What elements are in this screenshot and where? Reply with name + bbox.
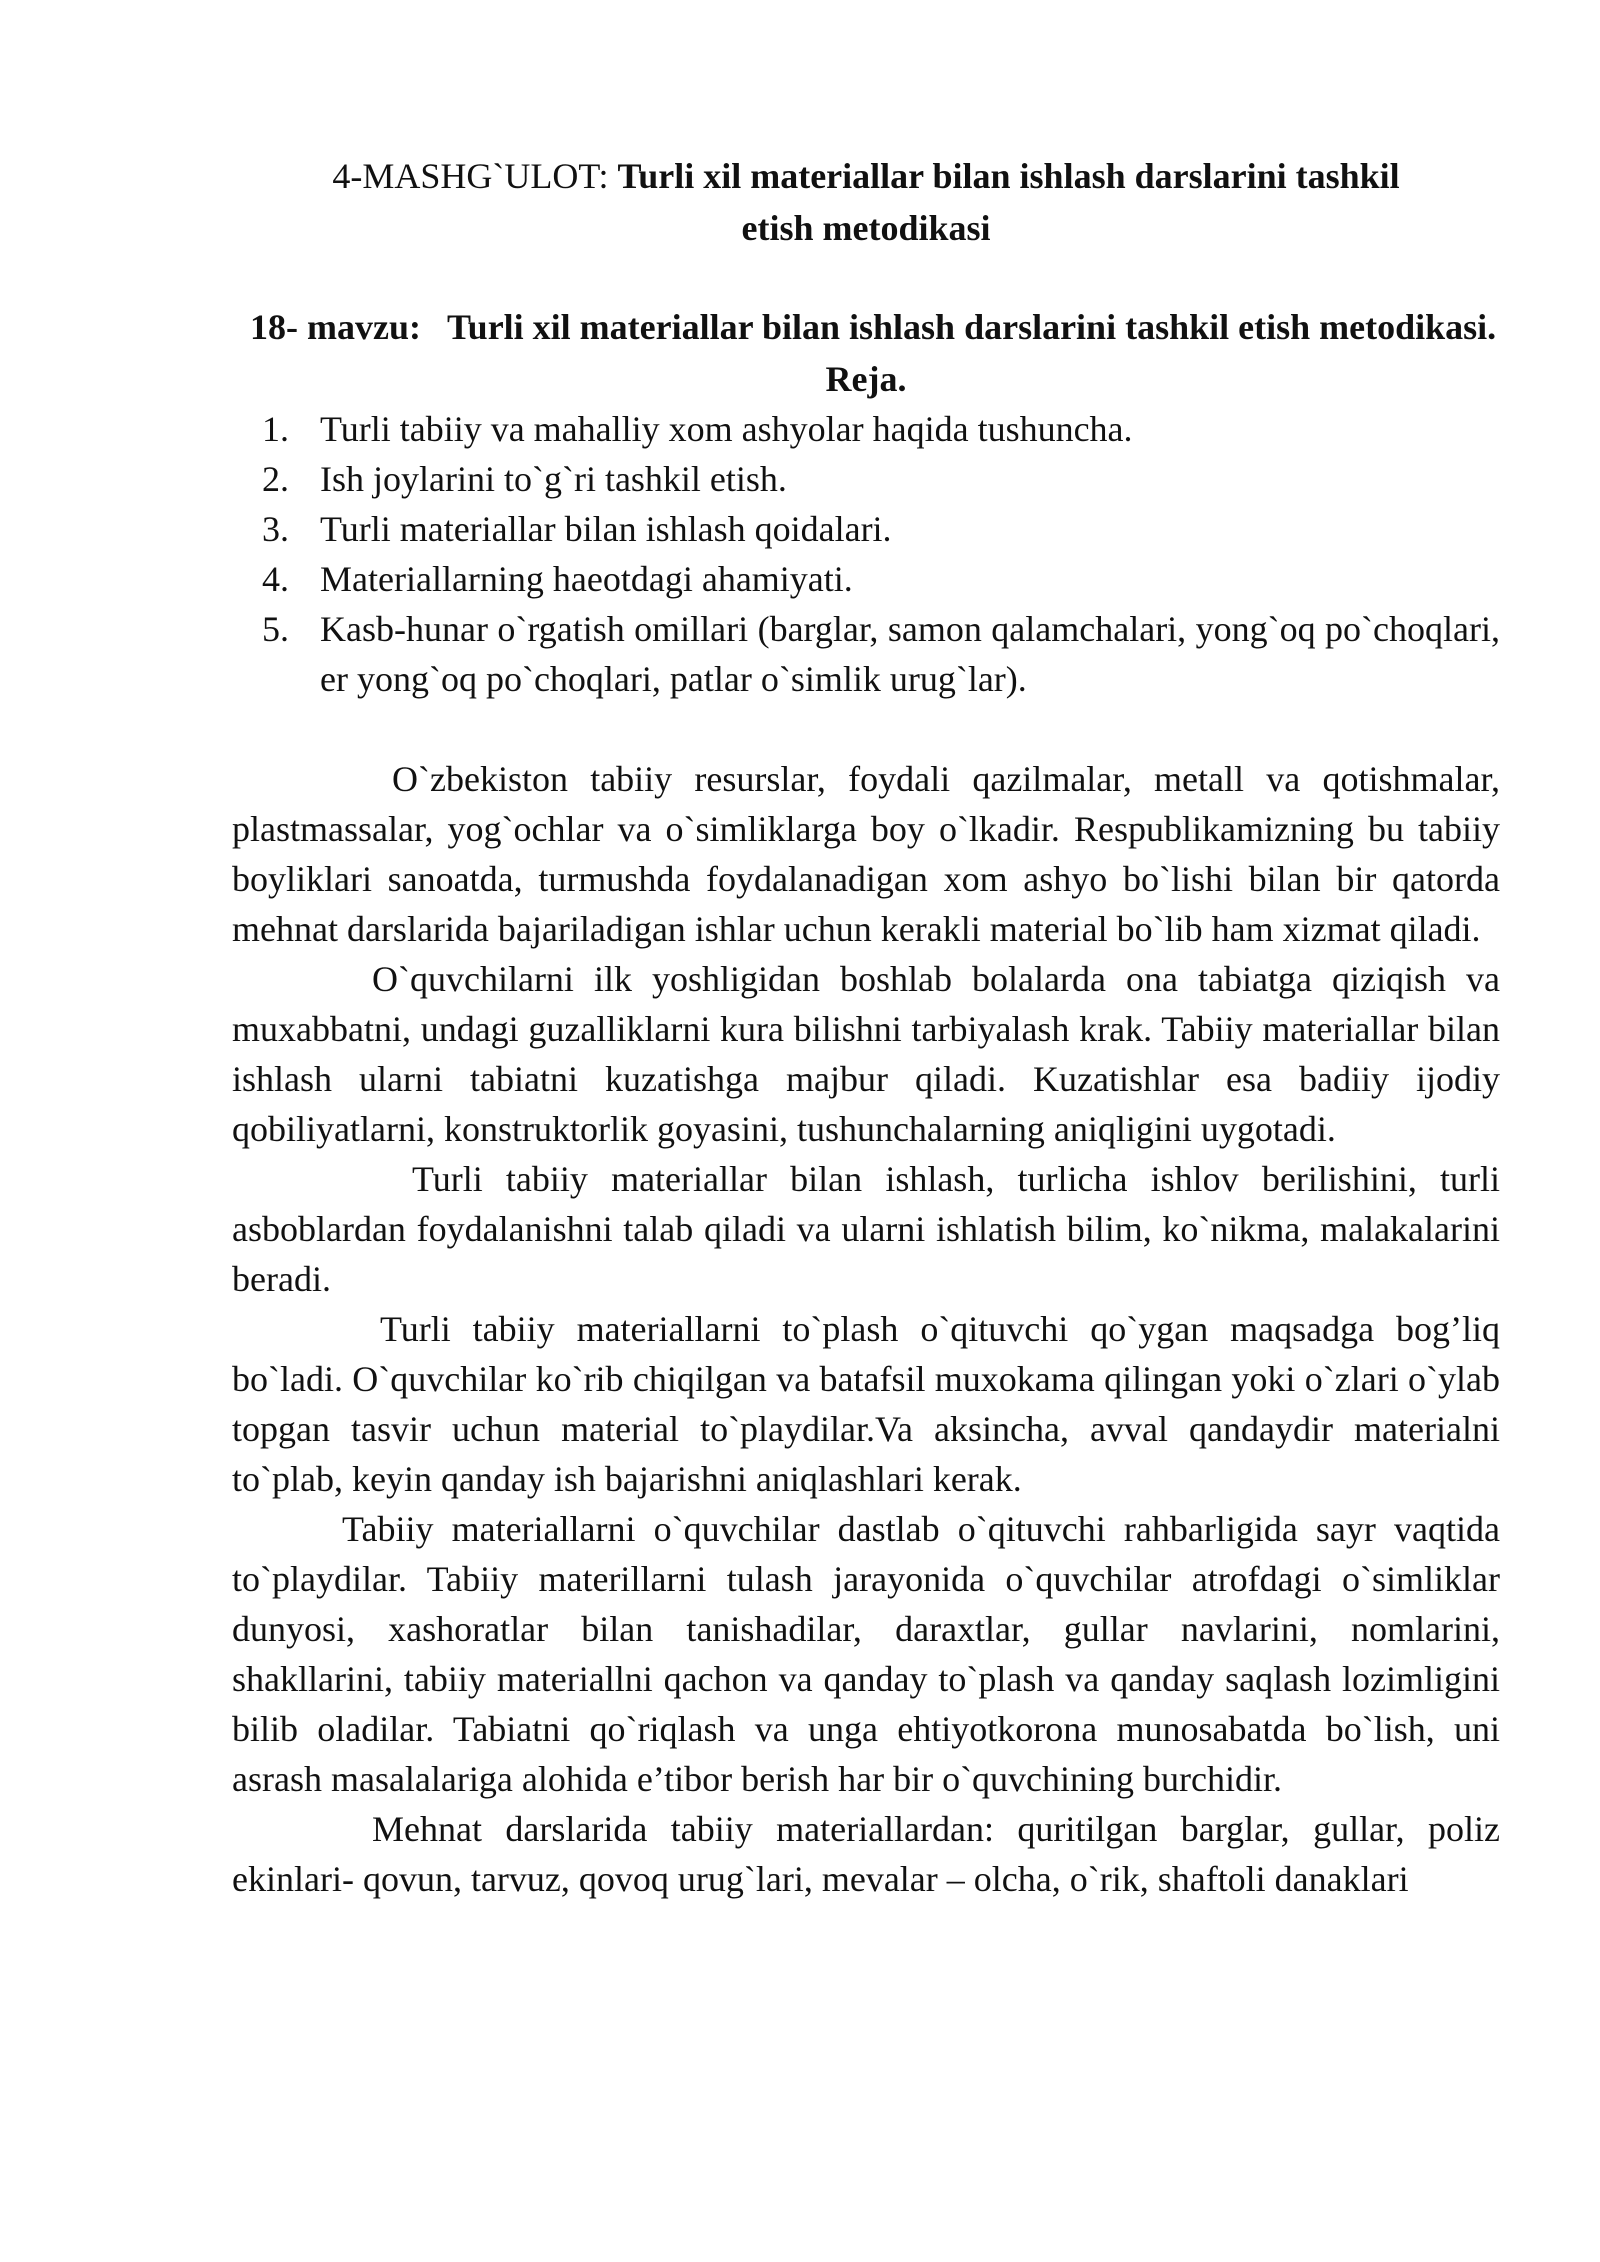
paragraph: Mehnat darslarida tabiiy materiallardan: quritilgan barglar, gullar, poliz ekinlari- qovun, tarvuz, qovoq urug`lari, mevalar – olcha, o`rik, shaftoli danaklari — [232, 1809, 1500, 1899]
plan-list — [232, 404, 1500, 704]
list-item — [232, 504, 1500, 554]
list-item-number: 1. — [262, 409, 289, 449]
lesson-number: 4-MASHG`ULOT: — [332, 156, 618, 196]
list-item-text: Materiallarning haeotdagi ahamiyati. — [320, 559, 853, 599]
body-text — [232, 754, 1500, 1904]
list-item-number: 5. — [262, 609, 289, 649]
list-item — [232, 454, 1500, 504]
list-item — [232, 604, 1500, 704]
paragraph: Tabiiy materiallarni o`quvchilar dastlab o`qituvchi rahbarligida sayr vaqtida to`playdilar. Tabiiy materillarni tulash jarayonida o`quvchilar atrofdagi o`simliklar dunyosi, xashoratlar bilan tanishadilar, daraxtlar, gullar navlarini, nomlarini, shakllarini, tabiiy materiallni qachon va qanday to`plash va qanday saqlash lozimligini bilib oladilar. Tabiatni qo`riqlash va unga ehtiyotkorona munosabatda bo`lish, uni asrash masalalariga alohida e’tibor berish har bir o`quvchining burchidir. — [232, 1509, 1500, 1799]
list-item-text: Ish joylarini to`g`ri tashkil etish. — [320, 459, 787, 499]
topic-number: 18- mavzu: — [250, 307, 421, 347]
lesson-heading — [292, 150, 1440, 254]
document-page — [232, 150, 1500, 1904]
list-item-text: Kasb-hunar o`rgatish omillari (barglar, samon qalamchalari, yong`oq po`choqlari, er yong`oq po`choqlari, patlar o`simlik urug`lar). — [320, 609, 1500, 699]
paragraph: Turli tabiiy materiallar bilan ishlash, turlicha ishlov berilishini, turli asboblardan foydalanishni talab qiladi va ularni ishlatish bilim, ko`nikma, malakalarini beradi. — [232, 1159, 1500, 1299]
list-item-number: 2. — [262, 459, 289, 499]
list-item-number: 3. — [262, 509, 289, 549]
lesson-title: Turli xil materiallar bilan ishlash darslarini tashkil etish metodikasi — [617, 156, 1400, 248]
list-item-number: 4. — [262, 559, 289, 599]
plan-title: Reja. — [825, 359, 907, 399]
paragraph: Turli tabiiy materiallarni to`plash o`qituvchi qo`ygan maqsadga bog’liq bo`ladi. O`quvchilar ko`rib chiqilgan va batafsil muxokama qilingan yoki o`zlari o`ylab topgan tasvir uchun material to`playdilar.Va aksincha, avval qandaydir materialni to`plab, keyin qanday ish bajarishni aniqlashlari kerak. — [232, 1309, 1500, 1499]
topic-title: Turli xil materiallar bilan ishlash darslarini tashkil etish metodikasi. — [446, 307, 1497, 347]
list-item-text: Turli tabiiy va mahalliy xom ashyolar haqida tushuncha. — [320, 409, 1133, 449]
topic-heading — [232, 302, 1500, 352]
paragraph: O`quvchilarni ilk yoshligidan boshlab bolalarda ona tabiatga qiziqish va muxabbatni, undagi guzalliklarni kura bilishni tarbiyalash krak. Tabiiy materiallar bilan ishlash ularni tabiatni kuzatishga majbur qiladi. Kuzatishlar esa badiiy ijodiy qobiliyatlarni, konstruktorlik goyasini, tushunchalarning aniqligini uygotadi. — [232, 959, 1500, 1149]
list-item — [232, 404, 1500, 454]
list-item — [232, 554, 1500, 604]
list-item-text: Turli materiallar bilan ishlash qoidalari. — [320, 509, 892, 549]
paragraph: O`zbekiston tabiiy resurslar, foydali qazilmalar, metall va qotishmalar, plastmassalar, yog`ochlar va o`simliklarga boy o`lkadir. Respublikamizning bu tabiiy boyliklari sanoatda, turmushda foydalanadigan xom ashyo bo`lishi bilan bir qatorda mehnat darslarida bajariladigan ishlar uchun kerakli material bo`lib ham xizmat qiladi. — [232, 759, 1500, 949]
